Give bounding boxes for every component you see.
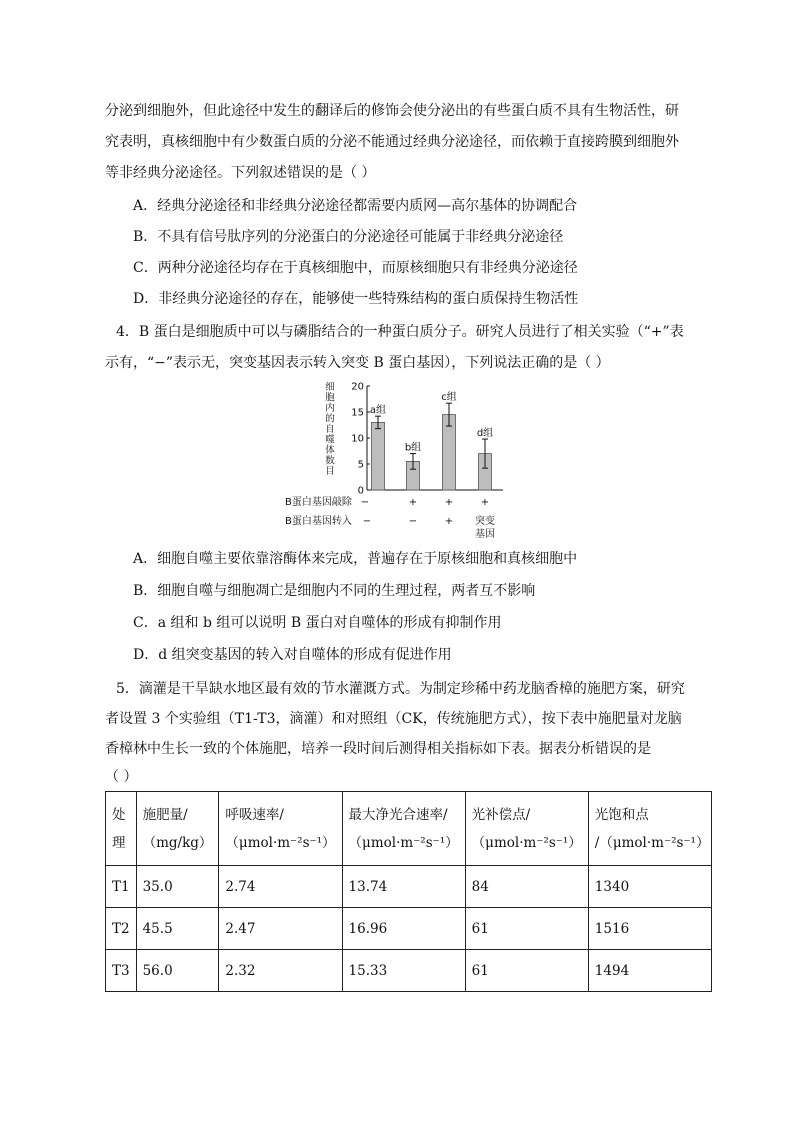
y-tick-label: 20 xyxy=(351,381,364,393)
y-axis-label-char: 自 xyxy=(325,424,335,435)
header-cell-treatment: 处 理 xyxy=(106,792,137,866)
bar-label-c: c组 xyxy=(441,392,457,404)
header-cell-max-photosynthesis: 最大净光合速率/ （μmol·m⁻²s⁻¹） xyxy=(342,792,465,866)
row-label-knockout: B蛋白基因敲除 xyxy=(285,497,352,508)
intro-line-2: 究表明，真核细胞中有少数蛋白质的分泌不能通过经典分泌途径，而依赖于直接跨膜到细胞外 xyxy=(105,134,679,150)
q3-option-c: C．两种分泌途径均存在于真核细胞中，而原核细胞只有非经典分泌途径 xyxy=(133,260,578,276)
table-cell: T3 xyxy=(106,950,137,992)
row2-symbol: + xyxy=(444,516,454,527)
q3-option-a: A．经典分泌途径和非经典分泌途径都需要内质网—高尔基体的协调配合 xyxy=(133,198,578,214)
row1-symbol: + xyxy=(408,497,418,508)
y-axis-label-char: 的 xyxy=(325,413,335,425)
bar-a xyxy=(372,422,385,490)
header-cell-saturation-point: 光饱和点 /（μmol·m⁻²s⁻¹） xyxy=(588,792,711,866)
q4-option-c: C．a 组和 b 组可以说明 B 蛋白对自噬体的形成有抑制作用 xyxy=(133,615,502,631)
q4-option-b: B．细胞自噬与细胞凋亡是细胞内不同的生理过程，两者互不影响 xyxy=(133,583,536,599)
table-cell: 56.0 xyxy=(136,950,219,992)
table-cell: 2.74 xyxy=(219,866,342,908)
header-cell-compensation-point: 光补偿点/ （μmol·m⁻²s⁻¹） xyxy=(465,792,588,866)
q4-option-a: A．细胞自噬主要依靠溶酶体来完成，普遍存在于原核细胞和真核细胞中 xyxy=(133,551,578,567)
table-cell: 61 xyxy=(465,908,588,950)
y-axis-label-char: 噬 xyxy=(325,434,335,446)
table-cell: 61 xyxy=(465,950,588,992)
table-cell: 2.47 xyxy=(219,908,342,950)
table-row xyxy=(106,950,712,992)
q3-option-b: B．不具有信号肽序列的分泌蛋白的分泌途径可能属于非经典分泌途径 xyxy=(133,229,564,245)
row1-symbol: + xyxy=(444,497,454,508)
q5-stem-line-1: 5．滴灌是干旱缺水地区最有效的节水灌溉方式。为制定珍稀中药龙脑香樟的施肥方案，研究 xyxy=(116,681,685,697)
intro-line-1: 分泌到细胞外，但此途径中发生的翻译后的修饰会使分泌出的有些蛋白质不具有生物活性，研 xyxy=(105,103,679,119)
y-axis-label-char: 胞 xyxy=(325,392,335,404)
y-axis-label-char: 体 xyxy=(325,445,335,456)
q3-option-d: D．非经典分泌途径的存在，能够使一些特殊结构的蛋白质保持生物活性 xyxy=(133,291,579,307)
row2-symbol: − xyxy=(408,516,418,527)
row2-mutant-label: 基因 xyxy=(475,529,495,540)
table-cell: 1516 xyxy=(588,908,711,950)
q5-stem-line-2: 者设置 3 个实验组（T1-T3，滴灌）和对照组（CK，传统施肥方式），按下表中施肥量对龙脑 xyxy=(105,711,682,727)
table-cell: 84 xyxy=(465,866,588,908)
y-tick-label: 5 xyxy=(357,459,364,471)
row2-symbol: 突变 xyxy=(475,516,495,527)
header-cell-fertilizer: 施肥量/ （mg/kg） xyxy=(136,792,219,866)
y-axis-label-char: 内 xyxy=(325,403,335,414)
y-tick-label: 0 xyxy=(357,485,364,497)
table-cell: 13.74 xyxy=(342,866,465,908)
table-cell: T1 xyxy=(106,866,137,908)
bar-label-d: d组 xyxy=(476,428,494,440)
intro-line-3: 等非经典分泌途径。下列叙述错误的是（ ） xyxy=(105,165,376,181)
table-cell: 2.32 xyxy=(219,950,342,992)
table-cell: T2 xyxy=(106,908,137,950)
bar-label-b: b组 xyxy=(404,442,422,454)
table-header-row xyxy=(106,792,712,866)
autophagosome-bar-chart xyxy=(285,378,525,543)
table-cell: 15.33 xyxy=(342,950,465,992)
table-cell: 35.0 xyxy=(136,866,219,908)
row1-symbol: − xyxy=(360,497,370,508)
row1-symbol: + xyxy=(480,497,490,508)
table-row xyxy=(106,866,712,908)
fertilizer-table xyxy=(105,791,712,992)
row2-symbol: − xyxy=(362,516,372,527)
y-axis-label-char: 细 xyxy=(325,382,335,393)
y-tick-label: 10 xyxy=(351,433,364,445)
q4-option-d: D．d 组突变基因的转入对自噬体的形成有促进作用 xyxy=(133,647,452,663)
y-axis-label-char: 目 xyxy=(325,466,335,477)
q4-stem-line-2: 示有，“−”表示无，突变基因表示转入突变 B 蛋白基因），下列说法正确的是（ ） xyxy=(105,355,610,371)
bar-label-a: a组 xyxy=(369,405,387,417)
header-cell-respiration: 呼吸速率/ （μmol·m⁻²s⁻¹） xyxy=(219,792,342,866)
table-cell: 45.5 xyxy=(136,908,219,950)
q5-stem-line-3: 香樟林中生长一致的个体施肥，培养一段时间后测得相关指标如下表。据表分析错误的是 xyxy=(105,741,651,757)
table-row xyxy=(106,908,712,950)
table-cell: 1340 xyxy=(588,866,711,908)
row-label-transfer: B蛋白基因转入 xyxy=(285,516,352,527)
y-axis-label-char: 数 xyxy=(325,455,335,467)
table-cell: 16.96 xyxy=(342,908,465,950)
q5-stem-line-4: （ ） xyxy=(105,769,138,785)
y-tick-label: 15 xyxy=(351,407,364,419)
table-cell: 1494 xyxy=(588,950,711,992)
q4-stem-line-1: 4．B 蛋白是细胞质中可以与磷脂结合的一种蛋白质分子。研究人员进行了相关实验（“+”表 xyxy=(116,324,684,340)
